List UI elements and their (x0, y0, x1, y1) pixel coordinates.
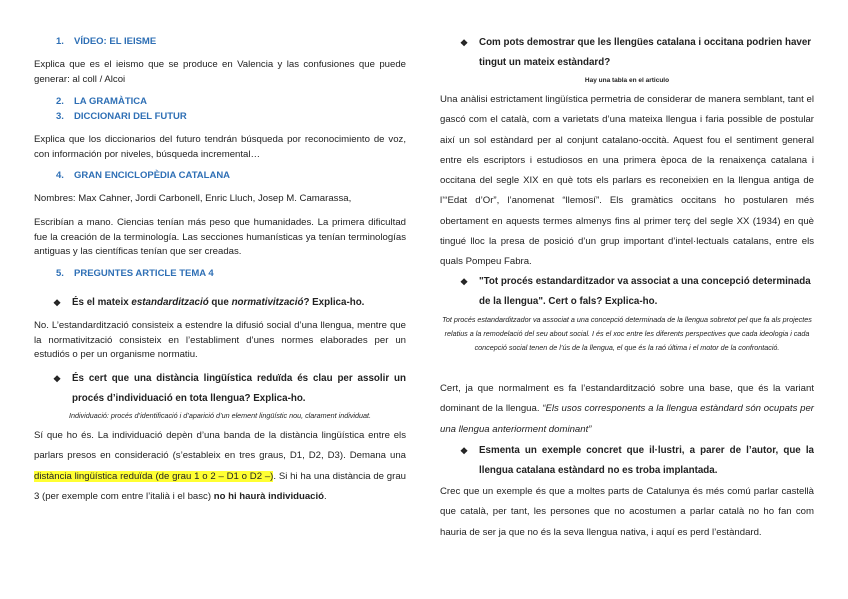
answer-1: No. L’estandardització consisteix a estendre la difusió social d’una llengua, mentre que la normativització consisteix en l’establiment d’unes normes elaborades per un estudiós o per un organisme normatiu. (34, 320, 406, 360)
paragraph-enciclopedia: Escribían a mano. Ciencias tenían más peso que humanidades. La primera dificultad fue la creación de la terminología. Las secciones humanísticas ya tenían terminologías antiguas y las científicas tenían que ser creadas. (34, 217, 406, 257)
heading-4: 4. GRAN ENCICLOPÈDIA CATALANA (56, 170, 231, 181)
question-1: ❖ És el mateix estandardització que normativització? Explica-ho. (72, 293, 406, 313)
paragraph-nombres: Nombres: Max Cahner, Jordi Carbonell, Enric Lluch, Josep M. Camarassa, (34, 193, 352, 204)
question-3: ❖ Com pots demostrar que les llengües catalana i occitana podrien haver tingut un mateix estàndard? (479, 33, 814, 74)
paragraph-ieisme: Explica que es el ieismo que se produce en Valencia y las confusiones que puede generar: al coll / Alcoi (34, 59, 406, 85)
question-5: ❖ Esmenta un exemple concret que il·lustri, a parer de l’autor, que la llengua catalana estàndard no es troba implantada. (479, 441, 814, 482)
answer-2: Sí que ho és. La individuació depèn d’una banda de la distància lingüística entre els parlars presos en consideració (s’estableix en tres graus, D1, D2, D3). Demana una distància lingüística reduïda (de grau 1 o 2 – D1 o D2 –). Si hi ha una distància de grau 3 (per exemple com entre l’italià i el basc) no hi haurà individuació. (34, 430, 406, 502)
note-individuacio: Individuació: procés d’identificació i d’aparició d’un element lingüístic nou, clarament individuat. (68, 411, 372, 420)
diamond-bullet-icon: ❖ (460, 277, 469, 287)
table-note: Hay una tabla en el articulo (584, 77, 670, 84)
diamond-bullet-icon: ❖ (460, 446, 469, 456)
diamond-bullet-icon: ❖ (460, 38, 469, 48)
answer-3: Una anàlisi estrictament lingüística permetria de considerar de manera semblant, tant el gascó com el català, com a varietats d’una mateixa llengua i faria possible de postular així un sol estàndard per al conjunt catalano-occità. Aquest fou el sentiment general entre els escriptors i estudiosos en una primera època de la renaixença catalana i occitana del segle XIX en què tots els parlars es reconeixien en la llengua antiga de l’“Edat d’Or”, l’anomenat “llemosí”. Els gramàtics occitans ho postularen més obertament en aquests termes almenys fins al primer terç del segle XX (1934) en què tingué lloc la presa de posició d’un grup important d’intel·lectuals catalans, entre els quals Pompeu Fabra. (440, 94, 814, 268)
heading-3: 3. DICCIONARI DEL FUTUR (56, 111, 187, 122)
diamond-bullet-icon: ❖ (53, 298, 62, 308)
question-2: ❖ És cert que una distància lingüística reduïda és clau per assolir un procés d’individuació en tota llengua? Explica-ho. (72, 369, 406, 410)
heading-1: 1. VÍDEO: EL IEISME (56, 36, 157, 47)
heading-5: 5. PREGUNTES ARTICLE TEMA 4 (56, 268, 214, 279)
answer-5: Crec que un exemple és que a moltes parts de Catalunya és més comú parlar castellà que català, per tant, les persones que no acostumen a parlar català no ho fan com hauria de ser ja que no és la seva llengua nativa, i aquí es perd l’estàndard. (440, 486, 814, 538)
question-4: ❖ "Tot procés estandarditzador va associat a una concepció determinada de la llengua". Cert o fals? Explica-ho. (479, 272, 814, 313)
heading-2: 2. LA GRAMÀTICA (56, 96, 147, 107)
highlighted-text: distància lingüística reduïda (de grau 1 o 2 – D1 o D2 –) (34, 470, 274, 482)
paragraph-diccionari: Explica que los diccionarios del futuro tendrán búsqueda por reconocimiento de voz, con información por niveles, búsqueda incremental… (34, 134, 406, 160)
answer-4: Cert, ja que normalment es fa l’estandardització sobre una base, que és la variant dominant de la llengua. “Els usos corresponents a la llengua estàndard són ocupats per una llengua anteriorment dominant” (440, 383, 815, 435)
diamond-bullet-icon: ❖ (53, 374, 62, 384)
note-estandarditzador: Tot procés estandarditzador va associat a una concepció determinada de la llengua sobretot pel que fa als projectes relatius a la remodelació del seu about social. I és el xoc entre les diferents perspectives que cada ideologia i cada concepció social tenen de l’ús de la llengua, el que és la raó última i el motor de la confrontació. (442, 315, 812, 353)
